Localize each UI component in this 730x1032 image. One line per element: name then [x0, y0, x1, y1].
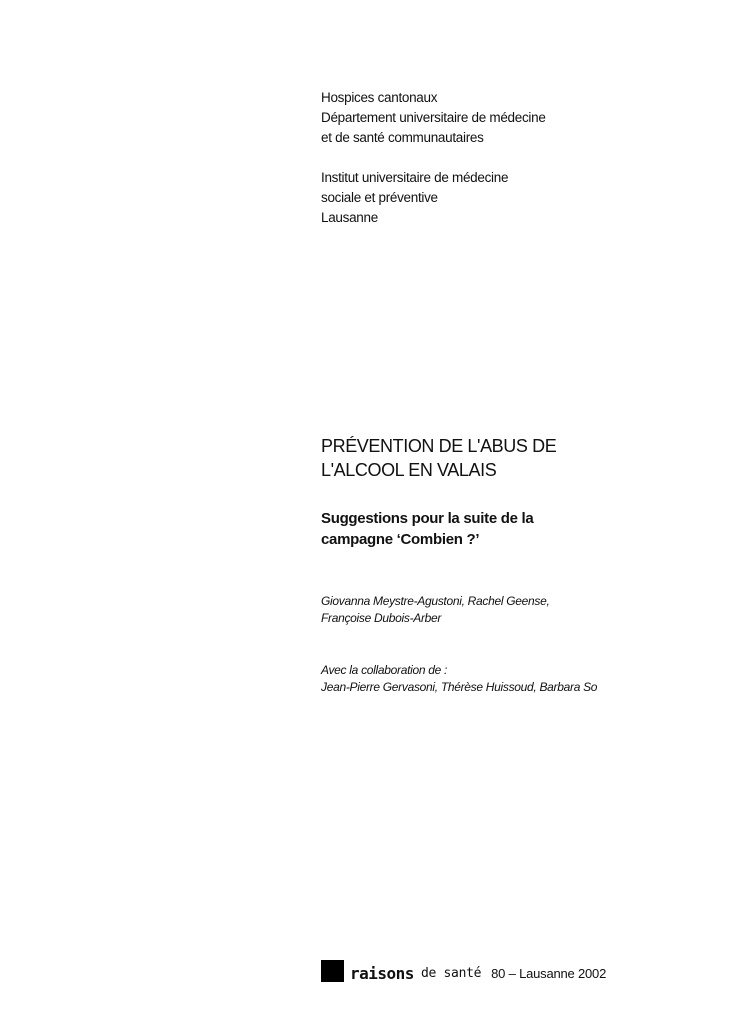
collaboration-label: Avec la collaboration de :	[321, 663, 448, 677]
institution-line-city: Lausanne	[321, 210, 378, 225]
institution-line-department: Département universitaire de médecine	[321, 110, 546, 125]
subtitle-line-1: Suggestions pour la suite de la	[321, 510, 534, 527]
authors-line-1: Giovanna Meystre-Agustoni, Rachel Geense,	[321, 594, 550, 608]
title-line-1: PRÉVENTION DE L'ABUS DE	[321, 436, 557, 456]
institution-block	[321, 88, 546, 228]
document-subtitle	[321, 508, 533, 550]
institution-spacer	[321, 148, 546, 168]
title-line-2: L'ALCOOL EN VALAIS	[321, 460, 497, 480]
authors-block	[321, 593, 550, 627]
institution-line-hospices: Hospices cantonaux	[321, 90, 438, 105]
series-number-and-place: 80 – Lausanne 2002	[491, 966, 607, 981]
document-title	[321, 434, 556, 482]
collaboration-block	[321, 662, 597, 696]
series-footer	[321, 958, 606, 984]
institution-line-institute: Institut universitaire de médecine	[321, 170, 509, 185]
series-logo-sub: de santé	[420, 966, 482, 981]
series-logo-main: raisons	[350, 964, 414, 983]
institution-line-institute-cont: sociale et préventive	[321, 190, 438, 205]
institution-line-department-cont: et de santé communautaires	[321, 130, 484, 145]
subtitle-line-2: campagne ‘Combien ?’	[321, 531, 480, 548]
authors-line-2: Françoise Dubois-Arber	[321, 611, 442, 625]
logo-square-icon	[321, 960, 344, 982]
collaboration-names: Jean-Pierre Gervasoni, Thérèse Huissoud, Barbara So	[321, 680, 598, 694]
